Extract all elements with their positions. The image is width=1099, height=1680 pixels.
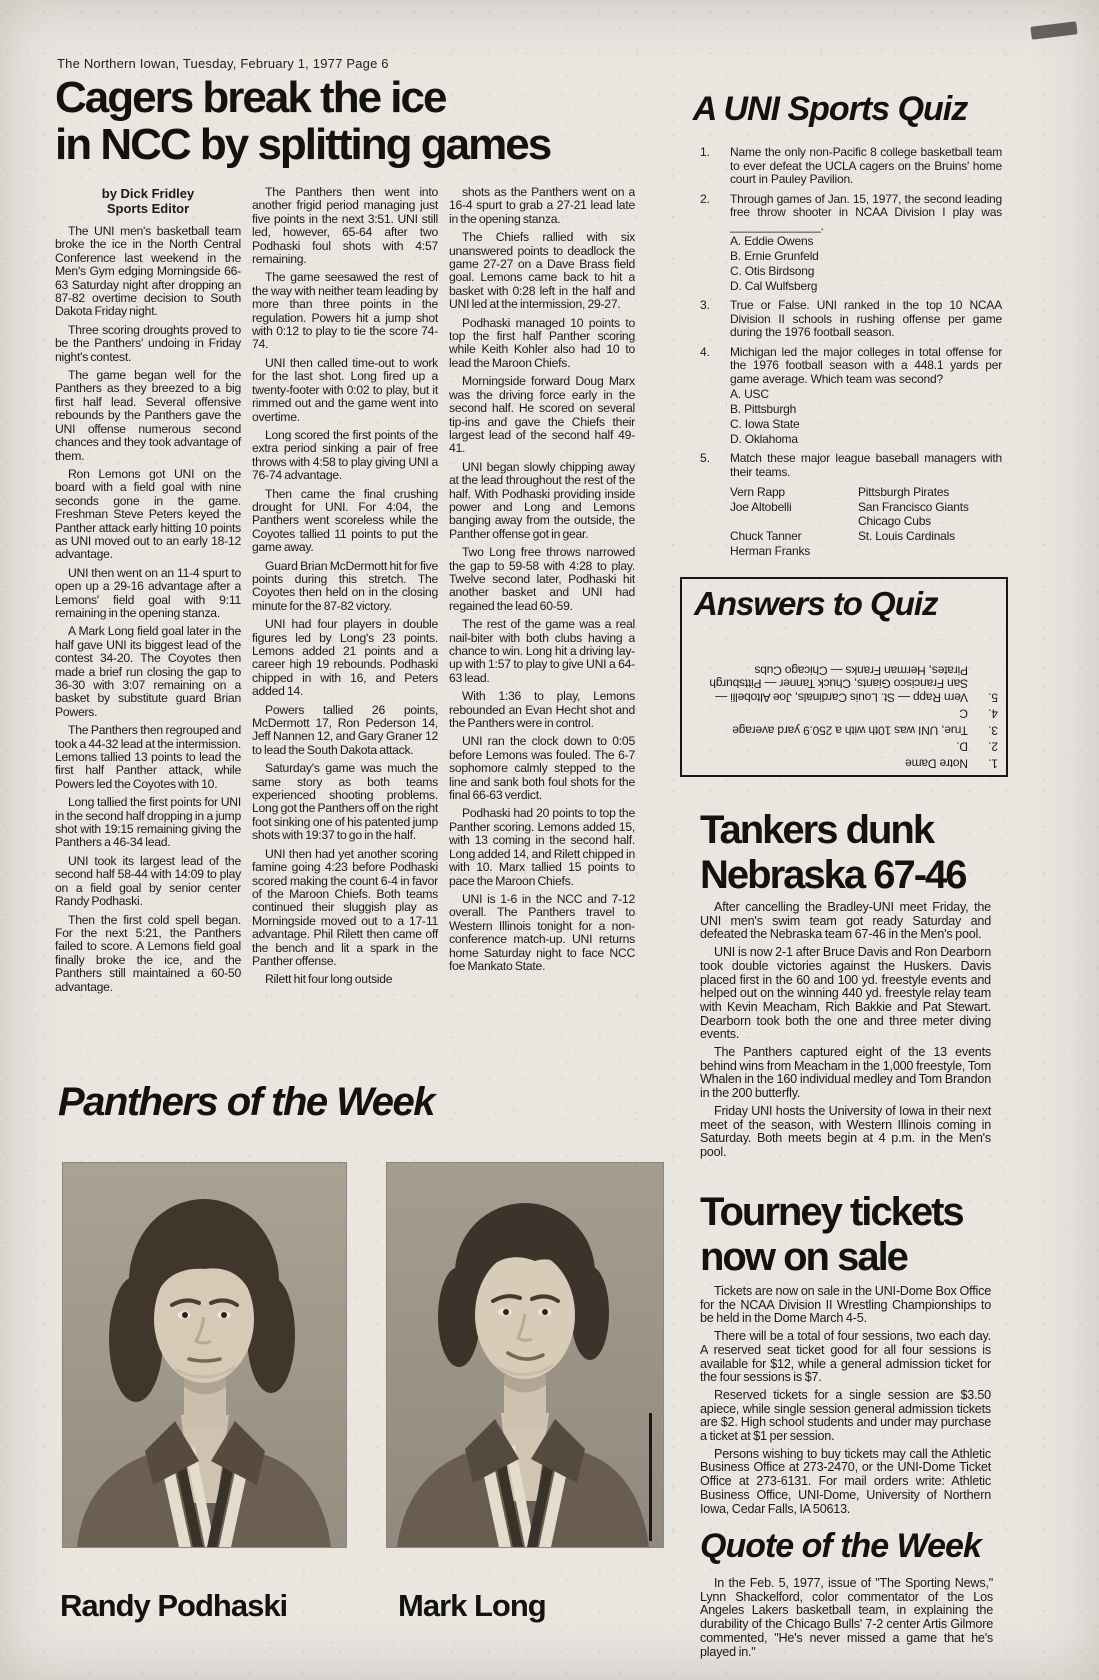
answer-number: 5.: [987, 690, 998, 704]
paragraph: There will be a total of four sessions, two each day. A reserved seat ticket good for all four sessions is available for $12, while a general admission ticket for the four sessions is $7.: [700, 1329, 991, 1385]
byline: [55, 186, 241, 216]
answer-number: 3.: [987, 723, 998, 737]
tourney-article: [700, 1285, 991, 1525]
tankers-headline-line1: Tankers dunk: [700, 808, 934, 852]
scan-smudge: [1030, 21, 1077, 40]
answer-item: [698, 706, 998, 720]
quote-title: Quote of the Week: [700, 1527, 981, 1565]
byline-author: by Dick Fridley: [101, 186, 195, 201]
answer-item: [698, 739, 998, 753]
paragraph: Ron Lemons got UNI on the board with a field goal with nine seconds gone in the game. Freshman Steve Peters keyed the Panther attack early hitting 10 points as UNI moved out to an early 18-12 advantage.: [55, 466, 241, 562]
caption-randy-podhaski: Randy Podhaski: [60, 1588, 288, 1623]
paragraph: Two Long free throws narrowed the gap to 59-58 with 4:28 to play. Twelve second later, Podhaski hit another basket and UNI had regained the lead 60-59.: [449, 545, 635, 613]
tankers-article: [700, 901, 991, 1189]
match-teams: [858, 485, 1002, 558]
option: B. Pittsburgh: [730, 402, 797, 416]
option: D. Oklahoma: [730, 432, 798, 446]
answer-number: 2.: [987, 739, 998, 754]
paragraph: UNI then called time-out to work for the last shot. Long fired up a twenty-footer with 0:02 to play, but it rimmed out and the game went into overtime.: [252, 355, 438, 424]
paragraph: Reserved tickets for a single session are $3.50 apiece, while single session general admission tickets are $2. High school students and under may purchase a ticket at $1 per session.: [700, 1387, 991, 1444]
column-1-paragraphs: [55, 225, 241, 994]
match-managers: [730, 485, 858, 558]
question-text: Name the only non-Pacific 8 college basketball team to ever defeat the UCLA cagers on the Bruins' home court in Pauley Pavilion.: [730, 145, 1002, 186]
quiz-question-2: [700, 193, 1002, 294]
paragraph: UNI ran the clock down to 0:05 before Lemons was fouled. The 6-7 sophomore calmly stepped to the line and sank both foul shots for the final 66-63 verdict.: [449, 734, 635, 803]
team-name: Pittsburgh Pirates: [858, 485, 950, 499]
manager-name: Joe Altobelli: [730, 499, 792, 514]
question-number: 5.: [700, 451, 711, 465]
paragraph: Long tallied the first points for UNI in the second half dropping in a jump shot with 19:15 remaining giving the Panthers a 46-34 lead.: [55, 795, 241, 850]
option: C. Otis Birdsong: [730, 264, 815, 278]
answer-text: C: [959, 706, 968, 721]
answers-box: [680, 577, 1008, 777]
question-text: Through games of Jan. 15, 1977, the second leading free throw shooter in NCAA Division I play was ______________.: [730, 191, 1002, 233]
option: A. USC: [730, 387, 769, 401]
paragraph: Persons wishing to buy tickets may call the Athletic Business Office at 273-2470, or the UNI-Dome Ticket Office at 273-6131. For mail orders write: Athletic Business Office, UNI-Dome, University of Northern Iowa, Cedar Falls, IA 50613.: [700, 1446, 991, 1516]
paragraph: UNI took its largest lead of the second half 58-44 with 14:09 to play on a field goal by senior center Randy Podhaski.: [55, 853, 241, 909]
paragraph: shots as the Panthers went on a 16-4 spurt to grab a 27-21 lead late in the opening stanza.: [449, 186, 635, 226]
answer-item: [698, 756, 998, 770]
paragraph: The game began well for the Panthers as they breezed to a big first half lead. Several offensive rebounds by the Panthers gave the UNI offense numerous second chances and they took advantage of them.: [55, 368, 241, 463]
portrait-randy-podhaski: [63, 1163, 346, 1547]
paragraph: Friday UNI hosts the University of Iowa in their next meet of the season, with Western Illinois coming in Saturday. Both meets begin at 4 p.m. in the Men's pool.: [700, 1103, 991, 1159]
answer-number: 1.: [987, 756, 998, 770]
masthead: The Northern Iowan, Tuesday, February 1, 1977 Page 6: [57, 56, 389, 71]
photo-mark-long: [386, 1162, 664, 1548]
question-text: True or False. UNI ranked in the top 10 NCAA Division II schools in rushing offense per game during the 1976 football season.: [730, 298, 1002, 339]
tourney-headline: [700, 1190, 963, 1280]
paragraph: Then came the final crushing drought for UNI. For 4:04, the Panthers went scoreless while the Coyotes tallied 11 points to put the game away.: [252, 486, 438, 555]
main-headline-line1: Cagers break the ice: [55, 73, 446, 122]
quote-article: [700, 1577, 993, 1663]
paragraph: UNI is now 2-1 after Bruce Davis and Ron Dearborn took double victories against the Huskers. Davis placed first in the 60 and 100 yd. freestyle events and helped out on the winning 440 yd. freestyle relay team with Kevin Meacham, Rich Bakkie and Pat Stewart. Dearborn took both the one and three meter diving events.: [700, 945, 991, 1042]
quiz-question-3: [700, 299, 1002, 340]
match-grid: [730, 485, 1002, 558]
portrait-mark-long: [387, 1163, 663, 1547]
quiz-question-4: [700, 346, 1002, 447]
paragraph: Long scored the first points of the extra period sinking a pair of free throws with 4:58 to play giving UNI a 76-74 advantage.: [252, 427, 438, 483]
answer-item: [698, 663, 998, 704]
team-name: St. Louis Cardinals: [858, 528, 955, 543]
paragraph: UNI then had yet another scoring famine going 4:23 before Podhaski scored making the count 6-4 in favor of the Maroon Chiefs. Both teams continued their sluggish play as Morningside moved out to a 17-11 advantage. Phil Rilett then came off the bench and lit a spark in the Panther offense.: [252, 846, 438, 968]
paragraph: The rest of the game was a real nail-biter with both clubs having a chance to win. Long hit a driving lay-up with 1:57 to play to give UNI a 64-63 lead.: [449, 617, 635, 685]
tankers-headline-line2: Nebraska 67-46: [700, 853, 966, 897]
paragraph: Morningside forward Doug Marx was the driving force early in the second half. He scored on several tip-ins and gave the Chiefs their largest lead of the second half 49-41.: [449, 374, 635, 456]
paragraph: Podhaski managed 10 points to top the first half Panther scoring while Keith Kohler also had 10 to lead the Maroon Chiefs.: [449, 315, 635, 370]
photo-randy-podhaski: [62, 1162, 347, 1548]
quiz-question-5: [700, 452, 1002, 558]
question-number: 2.: [700, 191, 711, 206]
answer-text: True, UNI was 10th with a 250.9 yard average: [732, 723, 968, 737]
manager-name: Chuck Tanner: [730, 529, 802, 543]
paragraph: UNI had four players in double figures led by Long's 23 points. Lemons added 21 points and a career high 19 rebounds. Podhaski chipped in with 16, and Peters added 14.: [252, 617, 438, 699]
question-body: [730, 452, 1002, 558]
paragraph: Rilett hit four long outside: [265, 972, 393, 987]
answers-upside-down: [698, 660, 998, 770]
paragraph: Powers tallied 26 points, McDermott 17, Ron Pederson 14, Jeff Nannen 12, and Gary Graner 12 to lead the South Dakota attack.: [252, 702, 438, 757]
paragraph: Guard Brian McDermott hit for five points during this stretch. The Coyotes then held on in the closing minute for the 87-82 victory.: [252, 558, 438, 613]
answer-text: D.: [956, 739, 968, 754]
question-number: 3.: [700, 298, 711, 312]
article-column-1: [55, 186, 241, 1066]
column-2-paragraphs: [252, 186, 438, 987]
paragraph: UNI is 1-6 in the NCC and 7-12 overall. The Panthers travel to Western Illinois tonight for a non-conference match-up. UNI returns home Saturday night to face NCC foe Mankato State.: [449, 891, 635, 973]
question-options: [730, 234, 1002, 293]
team-name: Chicago Cubs: [858, 514, 931, 528]
column-3-paragraphs: [449, 186, 635, 973]
caption-mark-long: Mark Long: [398, 1588, 546, 1623]
paragraph: The UNI men's basketball team broke the ice in the North Central Conference last weekend in the Men's Gym edging Morningside 66-63 Saturday night after dropping an 87-82 overtime decision to South Dakota Friday night.: [55, 224, 241, 319]
option: D. Cal Wulfsberg: [730, 279, 818, 293]
paragraph: Podhaski had 20 points to top the Panther scoring. Lemons added 15, with 13 coming in the second half. Long added 14, and Rilett chipped in with 10. Marx tallied 15 points to pace the Maroon Chiefs.: [449, 806, 635, 888]
quiz-questions: [700, 146, 1002, 564]
question-options: [730, 387, 1002, 446]
option: C. Iowa State: [730, 417, 800, 431]
paragraph: The Panthers then regrouped and took a 44-32 lead at the intermission. Lemons tallied 13 points to lead the first half Panther attack, while Powers led the Coyotes with 10.: [55, 723, 241, 791]
answer-text: Vern Rapp — St. Louis Cardinals, Joe Altobelli — San Francisco Giants, Chuck Tanner — Pittsburgh Pirates, Herman Franks — Chicago Cubs: [709, 663, 968, 704]
answer-number: 4.: [987, 706, 998, 721]
article-column-3: [449, 186, 635, 1066]
paragraph: The game seesawed the rest of the way with neither team leading by more than three points in the regulation. Powers hit a jump shot with 0:12 to play to tie the score 74-74.: [252, 270, 438, 352]
tourney-headline-line2: now on sale: [700, 1235, 907, 1279]
main-article-columns: [55, 186, 635, 1066]
paragraph: With 1:36 to play, Lemons rebounded an Evan Hecht shot and the Panthers were in control.: [449, 689, 635, 731]
question-number: 4.: [700, 344, 711, 359]
column-rule: [649, 1413, 652, 1541]
answer-item: [698, 723, 998, 737]
paragraph: In the Feb. 5, 1977, issue of "The Sporting News," Lynn Shackelford, color commentator of the Los Angeles Lakers basketball team, in explaining the durability of the Chicago Bulls' 7-2 center Artis Gilmore commented, "He's never missed a game that he's played in.": [700, 1576, 993, 1659]
tankers-headline: [700, 808, 966, 898]
question-number: 1.: [700, 145, 711, 159]
option: B. Ernie Grunfeld: [730, 249, 819, 263]
paragraph: After cancelling the Bradley-UNI meet Friday, the UNI men's swim team got ready Saturday and defeated the Nebraska team 67-46 in the Men's pool.: [700, 901, 991, 942]
question-body: [730, 346, 1002, 447]
paragraph: Three scoring droughts proved to be the Panthers' undoing in Friday night's contest.: [55, 322, 241, 364]
paragraph: Tickets are now on sale in the UNI-Dome Box Office for the NCAA Division II Wrestling Championships to be held in the Dome March 4-5.: [700, 1285, 991, 1326]
paragraph: The Panthers then went into another frigid period managing just five points in the next 3:51. UNI still led, however, 65-64 after two Podhaski foul shots with 4:57 remaining.: [252, 186, 438, 267]
answer-text: Notre Dame: [905, 756, 968, 770]
answers-title: Answers to Quiz: [694, 585, 938, 622]
quiz-question-1: [700, 146, 1002, 187]
tourney-headline-line1: Tourney tickets: [700, 1190, 963, 1234]
byline-role: Sports Editor: [106, 201, 190, 216]
paragraph: The Chiefs rallied with six unanswered points to deadlock the game 27-27 on a Dave Brass field goal. Lemons came back to hit a basket with 0:28 left in the half and UNI led at the intermission, 29-27.: [449, 230, 635, 312]
paragraph: Saturday's game was much the same story as both teams experienced shooting problems. Long got the Panthers off on the right foot sinking one of his patented jump shots with 19:37 to go in the half.: [252, 761, 438, 843]
paragraph: UNI began slowly chipping away at the lead throughout the rest of the half. With Podhaski providing inside power and Long and Lemons banging away from the outside, the Panther offense got in gear.: [449, 459, 635, 541]
option: A. Eddie Owens: [730, 234, 814, 248]
question-body: [730, 193, 1002, 294]
question-text: Michigan led the major colleges in total offense for the 1976 football season with a 448.1 yards per game average. Which team was second?: [730, 344, 1002, 386]
question-text: Match these major league baseball managers with their teams.: [730, 451, 1002, 479]
quiz-title: A UNI Sports Quiz: [692, 90, 968, 128]
main-headline: [55, 74, 550, 168]
paragraph: Then the first cold spell began. For the next 5:21, the Panthers failed to score. A Lemons field goal finally broke the ice, and the Panthers still maintained a 60-50 advantage.: [55, 912, 241, 994]
paragraph: UNI then went on an 11-4 spurt to open up a 29-16 advantage after a Lemons' field goal with 9:11 remaining in the opening stanza.: [55, 565, 241, 620]
main-headline-line2: in NCC by splitting games: [55, 120, 551, 169]
paragraph: A Mark Long field goal later in the half gave UNI its biggest lead of the contest 34-20. The Coyotes then made a brief run closing the gap to 36-30 with 3:07 remaining on a basket by substitute guard Brian Powers.: [55, 624, 241, 719]
article-column-2: [252, 186, 438, 1066]
paragraph: The Panthers captured eight of the 13 events behind wins from Meacham in the 1,000 freestyle, Tom Whalen in the 160 individual medley and Tom Brandon in the 200 butterfly.: [700, 1045, 991, 1101]
panthers-of-week-title: Panthers of the Week: [58, 1080, 435, 1124]
manager-name: Vern Rapp: [730, 485, 785, 499]
team-name: San Francisco Giants: [858, 499, 969, 514]
manager-name: Herman Franks: [730, 543, 811, 558]
